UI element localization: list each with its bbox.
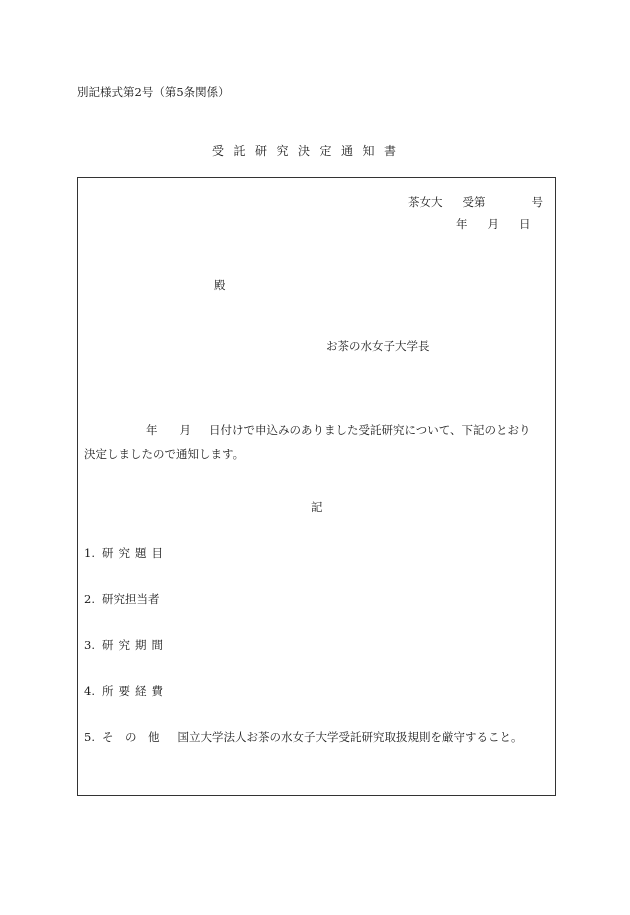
item-label: 研究期間 [102, 638, 168, 652]
date-year: 年 [456, 217, 468, 231]
item-value: 国立大学法人お茶の水女子大学受託研究取扱規則を厳守すること。 [177, 730, 523, 744]
notice-body [84, 418, 552, 466]
item-required-cost [84, 683, 168, 699]
body-line-2: 決定しましたので通知します。 [84, 447, 245, 461]
issue-date-line [456, 216, 531, 232]
item-number: 1. [84, 546, 95, 560]
date-day: 日 [519, 217, 531, 231]
item-label: そ の 他 [102, 730, 160, 744]
addressee: 殿 [214, 278, 226, 292]
document-number-line [408, 194, 543, 210]
item-label: 研究担当者 [102, 592, 160, 606]
number-suffix: 号 [531, 195, 543, 209]
receipt-prefix: 受第 [462, 195, 486, 209]
item-label: 研究題目 [102, 546, 168, 560]
item-label: 所要経費 [102, 684, 168, 698]
form-label: 別記様式第2号（第5条関係） [77, 85, 230, 99]
org-abbrev: 茶女大 [408, 195, 443, 209]
item-number: 2. [84, 592, 95, 606]
body-year: 年 [146, 423, 158, 437]
item-number: 3. [84, 638, 95, 652]
document-title: 受託研究決定通知書 [212, 144, 406, 158]
issuer-name: お茶の水女子大学長 [326, 339, 430, 353]
date-month: 月 [487, 217, 499, 231]
body-month: 月 [179, 423, 191, 437]
item-research-period [84, 637, 168, 653]
body-text-1: 日付けで申込みのありました受託研究について、下記のとおり [209, 423, 531, 437]
item-research-title [84, 545, 168, 561]
item-other [84, 729, 523, 745]
notice-frame [77, 177, 556, 796]
item-number: 4. [84, 684, 95, 698]
ki-heading: 記 [311, 500, 323, 514]
item-researcher [84, 591, 160, 607]
item-number: 5. [84, 730, 95, 744]
body-line-1 [84, 418, 552, 442]
